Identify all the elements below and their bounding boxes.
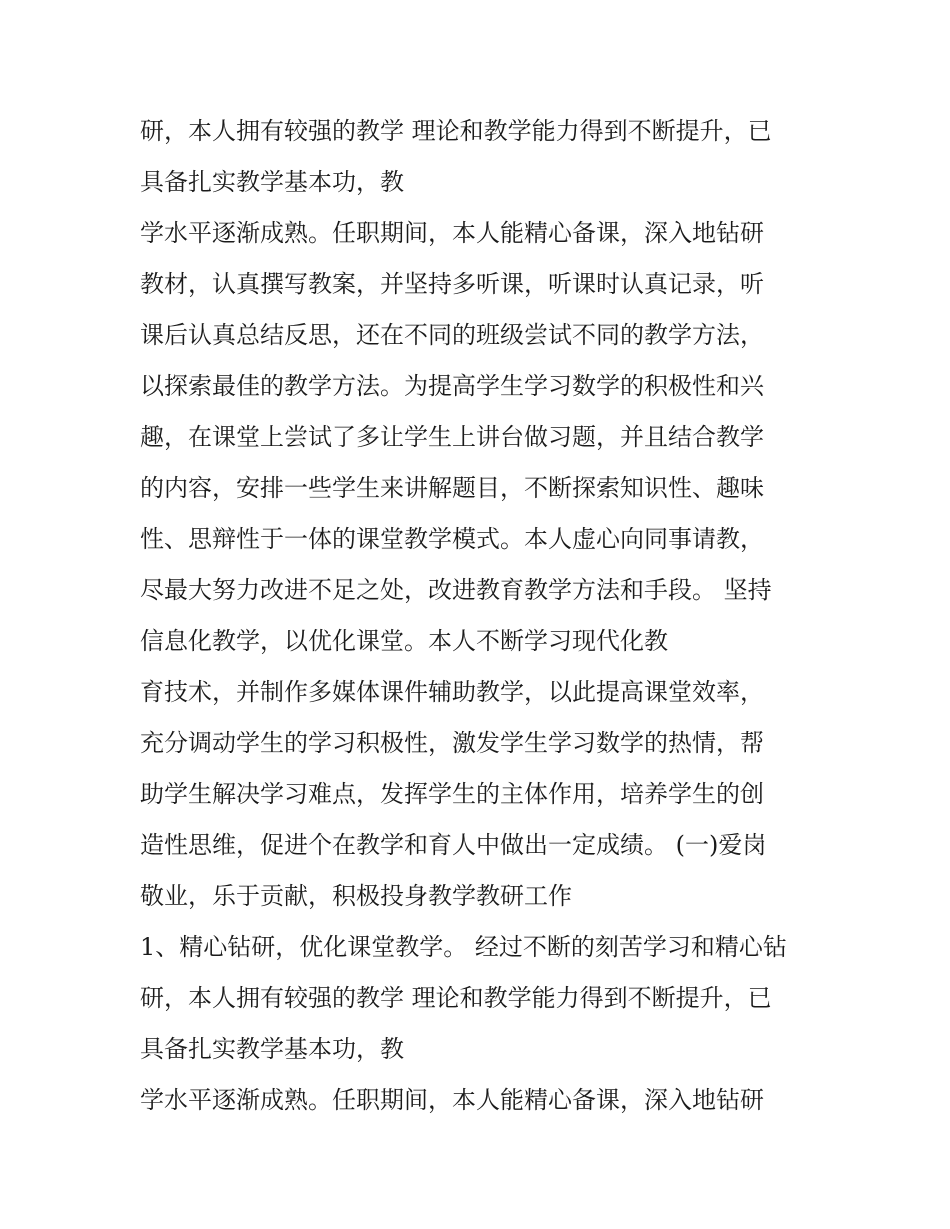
text-line: 具备扎实教学基本功，教 <box>140 1035 404 1063</box>
text-line: 尽最大努力改进不足之处，改进教育教学方法和手段。 坚持 <box>140 576 772 604</box>
text-line: 具备扎实教学基本功，教 <box>140 168 404 196</box>
text-line: 性、思辩性于一体的课堂教学模式。本人虚心向同事请教， <box>140 525 764 553</box>
text-line: 助学生解决学习难点，发挥学生的主体作用，培养学生的创 <box>140 780 764 808</box>
text-line: 育技术，并制作多媒体课件辅助教学，以此提高课堂效率， <box>140 678 764 706</box>
text-line: 的内容，安排一些学生来讲解题目，不断探索知识性、趣味 <box>140 474 764 502</box>
text-line: 研，本人拥有较强的教学 理论和教学能力得到不断提升，已 <box>140 117 772 145</box>
text-line: 教材，认真撰写教案，并坚持多听课，听课时认真记录，听 <box>140 270 764 298</box>
text-line: 造性思维，促进个在教学和育人中做出一定成绩。 (一)爱岗 <box>140 831 767 859</box>
text-line: 研，本人拥有较强的教学 理论和教学能力得到不断提升，已 <box>140 984 772 1012</box>
text-line: 课后认真总结反思，还在不同的班级尝试不同的教学方法， <box>140 321 764 349</box>
text-line: 学水平逐渐成熟。任职期间，本人能精心备课，深入地钻研 <box>140 1086 764 1114</box>
text-line: 信息化教学，以优化课堂。本人不断学习现代化教 <box>140 627 668 655</box>
text-line: 1、精心钻研，优化课堂教学。 经过不断的刻苦学习和精心钻 <box>140 933 787 961</box>
text-line: 敬业，乐于贡献，积极投身教学教研工作 <box>140 882 572 910</box>
text-line: 充分调动学生的学习积极性，激发学生学习数学的热情，帮 <box>140 729 764 757</box>
text-line: 学水平逐渐成熟。任职期间，本人能精心备课，深入地钻研 <box>140 219 764 247</box>
text-line: 以探索最佳的教学方法。为提高学生学习数学的积极性和兴 <box>140 372 764 400</box>
text-line: 趣，在课堂上尝试了多让学生上讲台做习题，并且结合教学 <box>140 423 764 451</box>
body-text <box>140 106 820 1126</box>
